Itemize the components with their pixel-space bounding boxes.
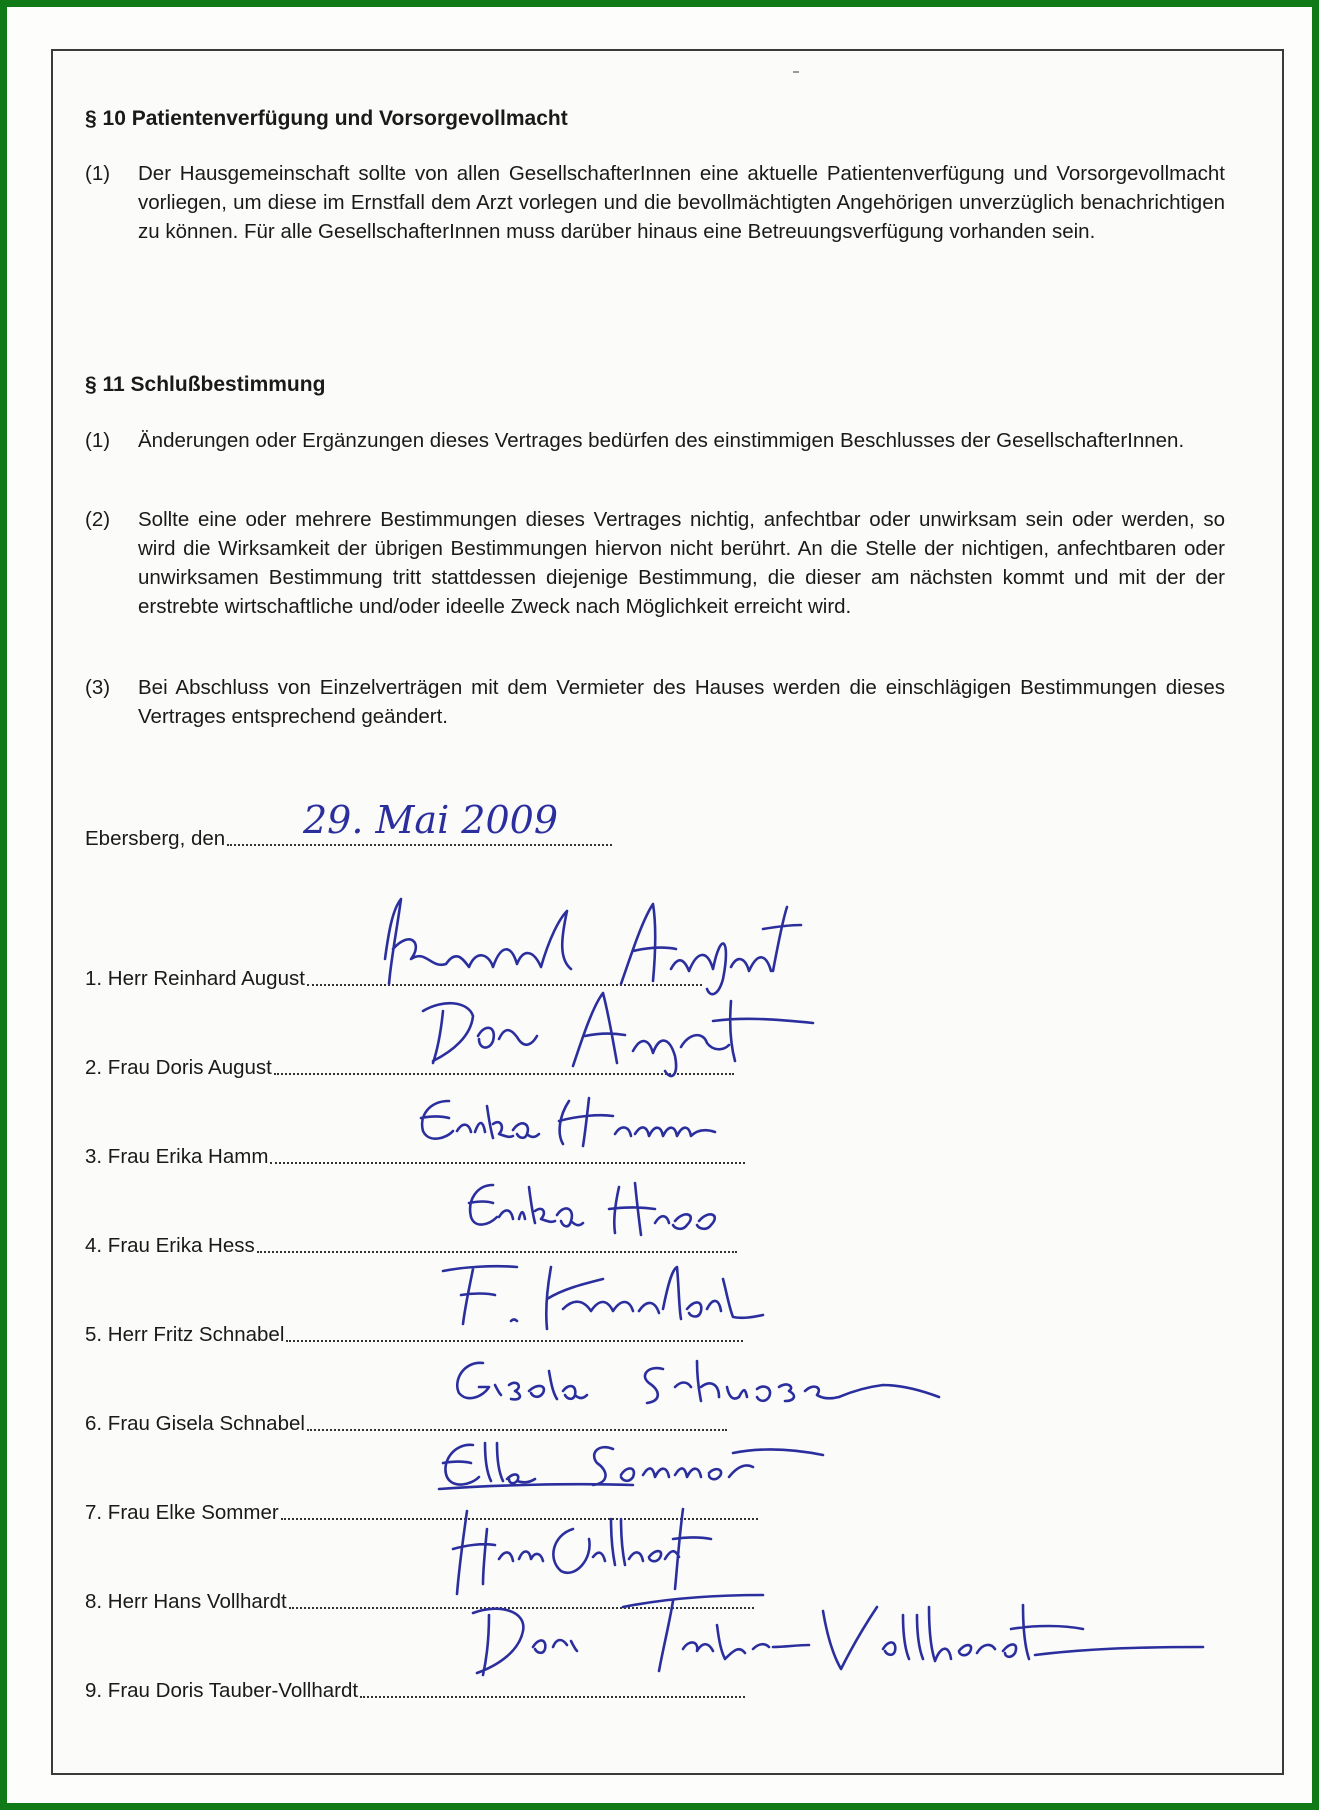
- paragraph-number: (2): [85, 508, 111, 531]
- paragraph-number: (3): [85, 676, 111, 699]
- signature-erika-hess: [459, 1165, 759, 1245]
- paragraph-text: Sollte eine oder mehrere Bestimmungen dieses Vertrages nichtig, anfechtbar oder unwirksam sein oder werden, so wird die Wirksamkeit der übrigen Bestimmungen hiervon nicht berührt. An die Stelle der nichtigen, anfechtbaren oder unwirksamen Bestimmung tritt stattdessen diejenige Bestimmung, die dieser am nächsten kommt und mit der der erstrebte wirtschaftliche und/oder ideelle Zweck nach Möglichkeit erreicht wird.: [138, 508, 1225, 618]
- section-11-paragraph-2: [85, 505, 1225, 621]
- signatory-name: 6. Frau Gisela Schnabel: [85, 1412, 305, 1435]
- paragraph-text: Der Hausgemeinschaft sollte von allen GesellschafterInnen eine aktuelle Patientenverfügung und Vorsorgevollmacht vorliegen, um diese im Ernstfall dem Arzt vorlegen und die bevollmächtigten Angehörigen unverzüglich benachrichtigen zu können. Für alle GesellschafterInnen muss darüber hinaus eine Betreuungsverfügung vorhanden sein.: [138, 162, 1225, 243]
- section-10-heading: § 10 Patientenverfügung und Vorsorgevollmacht: [85, 107, 568, 130]
- signature-dotted-line: [270, 1160, 745, 1164]
- section-11-paragraph-1: [85, 426, 1225, 455]
- signature-elke-sommer: [433, 1423, 873, 1503]
- signatory-name: 2. Frau Doris August: [85, 1056, 272, 1079]
- paragraph-number: (1): [85, 429, 111, 452]
- signature-doris-august: [413, 981, 833, 1076]
- paragraph-text: Änderungen oder Ergänzungen dieses Vertrages bedürfen des einstimmigen Beschlusses der GesellschafterInnen.: [138, 429, 1185, 452]
- section-10-paragraph-1: [85, 159, 1225, 246]
- signature-hans-vollhardt: [443, 1499, 803, 1599]
- signature-gisela-schnabel: [443, 1341, 963, 1421]
- scan-speck: [793, 71, 799, 73]
- section-11-heading: § 11 Schlußbestimmung: [85, 373, 326, 396]
- signatory-name: 9. Frau Doris Tauber-Vollhardt: [85, 1679, 359, 1702]
- signatory-name: 4. Frau Erika Hess: [85, 1234, 255, 1257]
- section-11-paragraph-3: [85, 673, 1225, 731]
- signatory-name: 1. Herr Reinhard August: [85, 967, 305, 990]
- signature-doris-tauber-vollhardt: [463, 1585, 1223, 1695]
- signatory-name: 8. Herr Hans Vollhardt: [85, 1590, 287, 1613]
- paragraph-number: (1): [85, 162, 111, 185]
- handwritten-date: [303, 793, 643, 853]
- paragraph-text: Bei Abschluss von Einzelverträgen mit dem Vermieter des Hauses werden die einschlägigen Bestimmungen dieses Vertrages entsprechend geändert.: [138, 676, 1225, 728]
- date-label: Ebersberg, den: [85, 827, 226, 850]
- signatory-name: 3. Frau Erika Hamm: [85, 1145, 269, 1168]
- document-page: [51, 49, 1284, 1775]
- signature-erika-hamm: [409, 1076, 729, 1156]
- signature-fritz-schnabel: [433, 1249, 813, 1339]
- svg-text:29. Mai 2009: 29. Mai 2009: [303, 798, 559, 842]
- signatory-name: 5. Herr Fritz Schnabel: [85, 1323, 285, 1346]
- signatory-name: 7. Frau Elke Sommer: [85, 1501, 279, 1524]
